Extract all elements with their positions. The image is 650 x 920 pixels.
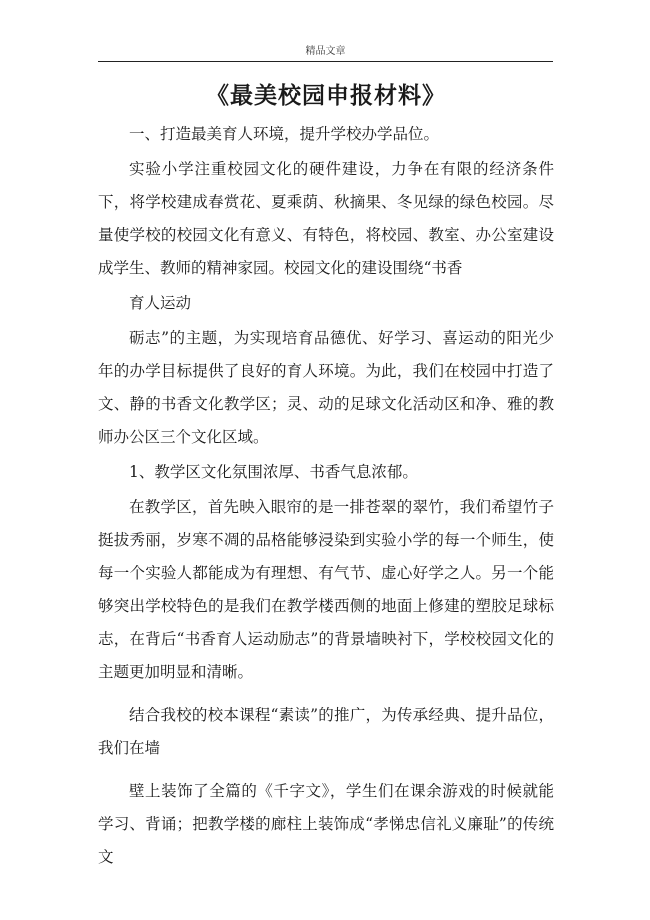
paragraph: 壁上装饰了全篇的《千字文》，学生们在课余游戏的时候就能学习、背诵；把教学楼的廊柱上装饰成“孝悌忠信礼义廉耻”的传统文 [98,782,554,866]
paragraph: 在教学区，首先映入眼帘的是一排苍翠的翠竹，我们希望竹子挺拔秀丽，岁寒不凋的品格能够浸染到实验小学的每一个师生，使每一个实验人都能成为有理想、有气节、虚心好学之人。另一个能够突出学校特色的是我们在教学楼西侧的地面上修建的塑胶足球标志，在背后“书香育人运动励志”的背景墙映衬下，学校校园文化的主题更加明显和清晰。 [98,498,554,681]
page-header: 精品文章 [305,46,346,57]
document-body [98,80,554,874]
header-divider [98,61,553,62]
paragraph: 实验小学注重校园文化的硬件建设，力争在有限的经济条件下，将学校建成春赏花、夏乘荫、秋摘果、冬见绿的绿色校园。尽量使学校的校园文化有意义、有特色，将校园、教室、办公室建设成学生、教师的精神家园。校园文化的建设围绕“书香 [98,160,554,277]
paragraph: 一、打造最美育人环境，提升学校办学品位。 [129,125,440,143]
paragraph: 1、教学区文化氛围浓厚、书香气息浓郁。 [129,463,418,481]
paragraph: 育人运动 [129,294,192,312]
paragraph: 结合我校的校本课程“素读”的推广，为传承经典、提升品位，我们在墙 [98,706,554,757]
paragraph: 砺志”的主题，为实现培育品德优、好学习、喜运动的阳光少年的办学目标提供了良好的育人环境。为此，我们在校园中打造了文、静的书香文化教学区；灵、动的足球文化活动区和净、雅的教师办公区三个文化区域。 [98,329,554,446]
document-title: 《最美校园申报材料》 [206,82,446,109]
